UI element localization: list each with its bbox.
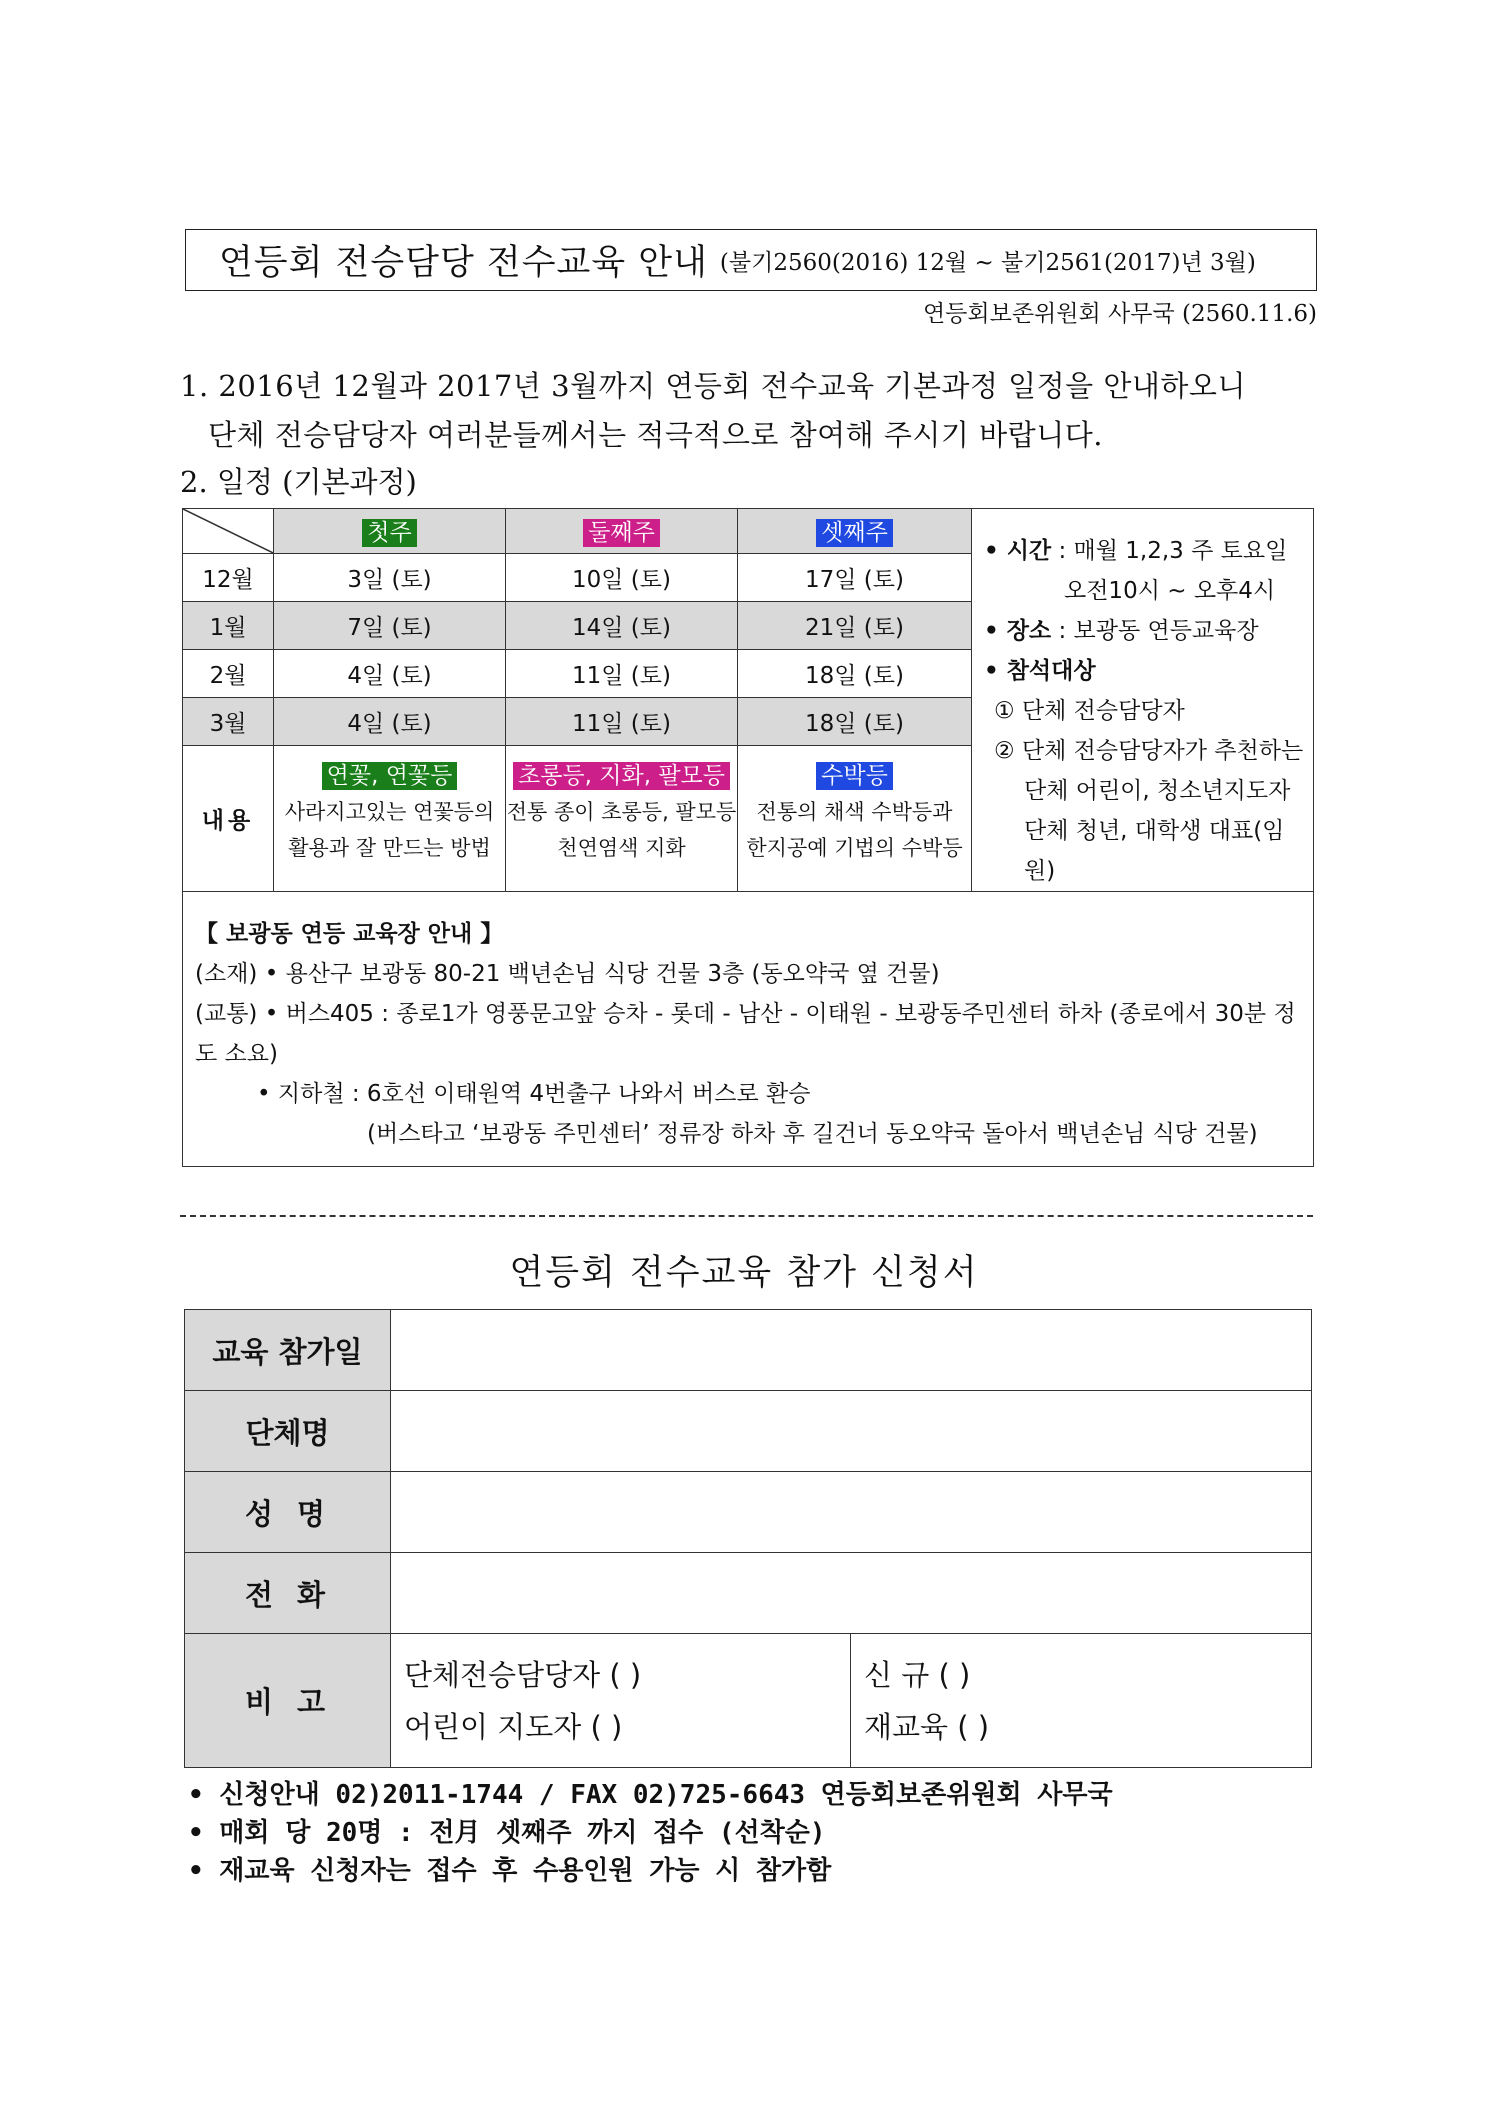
cut-line-divider: [180, 1215, 1313, 1217]
date-cell: 11일 (토): [506, 697, 738, 745]
date-cell: 7일 (토): [274, 601, 506, 649]
date-cell: 3일 (토): [274, 553, 506, 601]
content-desc: 한지공예 기법의 수박등: [746, 835, 963, 860]
schedule-info-cell: [972, 509, 1314, 892]
note-options-left: [391, 1634, 851, 1768]
place-label: • 장소: [984, 618, 1052, 644]
date-cell: 18일 (토): [738, 649, 972, 697]
time-value: : 매월 1,2,3 주 토요일: [1058, 538, 1288, 564]
field-input-phone[interactable]: [391, 1553, 1312, 1634]
week-tag: 셋째주: [816, 519, 893, 547]
date-cell: 21일 (토): [738, 601, 972, 649]
application-notes: [188, 1776, 1113, 1890]
week-header-3: [738, 509, 972, 554]
location-row: [183, 892, 1314, 1167]
date-cell: 17일 (토): [738, 553, 972, 601]
option-new[interactable]: 신 규 ( ): [864, 1657, 971, 1692]
place-value: : 보광동 연등교육장: [1058, 618, 1259, 644]
date-cell: 11일 (토): [506, 649, 738, 697]
location-address: (소재) • 용산구 보광동 80-21 백년손님 식당 건물 3층 (동오약국 옆 건물): [195, 961, 940, 987]
time-label: • 시간: [984, 538, 1052, 564]
target-label: • 참석대상: [984, 658, 1096, 684]
note-line: • 재교육 신청자는 접수 후 수용인원 가능 시 참가함: [188, 1856, 832, 1886]
note-line: • 신청안내 02)2011-1744 / FAX 02)725-6643 연등회보존위원회 사무국: [188, 1780, 1113, 1810]
option-group-manager[interactable]: 단체전승담당자 ( ): [404, 1657, 642, 1692]
content-cell-2: [506, 745, 738, 891]
location-bus: (교통) • 버스405 : 종로1가 영풍문고앞 승차 - 롯데 - 남산 - 이태원 - 보광동주민센터 하차 (종로에서 30분 정도 소요): [195, 1001, 1296, 1067]
target-1: ① 단체 전승담당자: [994, 698, 1185, 724]
note-options-right: [851, 1634, 1312, 1768]
target-2c: 단체 청년, 대학생 대표(임원): [1024, 818, 1285, 884]
page-subtitle: (불기2560(2016) 12월 ~ 불기2561(2017)년 3월): [719, 249, 1256, 276]
month-label: 1월: [183, 601, 274, 649]
field-input-name[interactable]: [391, 1472, 1312, 1553]
date-cell: 14일 (토): [506, 601, 738, 649]
location-title: 【 보광동 연등 교육장 안내 】: [195, 921, 504, 947]
date-cell: 4일 (토): [274, 649, 506, 697]
location-info: [183, 892, 1314, 1167]
content-desc: 활용과 잘 만드는 방법: [288, 835, 491, 860]
field-label-date: 교육 참가일: [185, 1310, 391, 1391]
field-label-phone: 전화: [185, 1553, 391, 1634]
week-header-2: [506, 509, 738, 554]
intro-line-1: 1. 2016년 12월과 2017년 3월까지 연등회 전수교육 기본과정 일정을 안내하오니: [180, 369, 1246, 403]
form-row: [185, 1634, 1312, 1768]
location-subway-note: (버스타고 ‘보광동 주민센터’ 정류장 하차 후 길건너 동오약국 돌아서 백년손님 식당 건물): [367, 1121, 1258, 1147]
content-tag: 수박등: [816, 762, 893, 790]
content-desc: 전통 종이 초롱등, 팔모등: [506, 799, 737, 824]
schedule-table: [182, 508, 1314, 1167]
intro-line-2: 단체 전승담당자 여러분들께서는 적극적으로 참여해 주시기 바랍니다.: [208, 418, 1103, 452]
form-row: [185, 1310, 1312, 1391]
target-2: ② 단체 전승담당자가 추천하는: [994, 738, 1304, 764]
content-tag: 연꽃, 연꽃등: [322, 762, 458, 790]
location-subway: • 지하철 : 6호선 이태원역 4번출구 나와서 버스로 환승: [257, 1081, 811, 1107]
application-form: [184, 1309, 1312, 1768]
week-tag: 둘째주: [583, 519, 660, 547]
week-tag: 첫주: [362, 519, 416, 547]
form-title: 연등회 전수교육 참가 신청서: [509, 1253, 979, 1293]
page-title: 연등회 전승담당 전수교육 안내: [219, 243, 708, 283]
field-input-date[interactable]: [391, 1310, 1312, 1391]
month-label: 3월: [183, 697, 274, 745]
form-row: [185, 1553, 1312, 1634]
content-desc: 전통의 채색 수박등과: [756, 799, 953, 824]
title-box: [185, 229, 1317, 291]
content-cell-3: [738, 745, 972, 891]
field-label-name: 성명: [185, 1472, 391, 1553]
schedule-heading: 2. 일정 (기본과정): [180, 465, 417, 499]
content-label: 내용: [183, 745, 274, 891]
content-tag: 초롱등, 지화, 팔모등: [513, 762, 730, 790]
month-label: 12월: [183, 553, 274, 601]
org-date: 연등회보존위원회 사무국 (2560.11.6): [922, 301, 1317, 327]
date-cell: 10일 (토): [506, 553, 738, 601]
field-label-note: 비고: [185, 1634, 391, 1768]
content-desc: 천연염색 지화: [557, 835, 686, 860]
content-desc: 사라지고있는 연꽃등의: [284, 799, 495, 824]
week-header-1: [274, 509, 506, 554]
intro-text: [180, 362, 1246, 460]
target-2b: 단체 어린이, 청소년지도자: [1024, 778, 1291, 804]
date-cell: 4일 (토): [274, 697, 506, 745]
diagonal-corner-cell: [183, 509, 274, 554]
field-label-group: 단체명: [185, 1391, 391, 1472]
content-cell-1: [274, 745, 506, 891]
month-label: 2월: [183, 649, 274, 697]
date-cell: 18일 (토): [738, 697, 972, 745]
option-youth-leader[interactable]: 어린이 지도자 ( ): [404, 1709, 623, 1744]
form-row: [185, 1472, 1312, 1553]
note-line: • 매회 당 20명 : 전月 셋째주 까지 접수 (선착순): [188, 1818, 826, 1848]
time-value-2: 오전10시 ~ 오후4시: [1064, 578, 1276, 604]
option-reeducation[interactable]: 재교육 ( ): [864, 1709, 990, 1744]
field-input-group[interactable]: [391, 1391, 1312, 1472]
form-row: [185, 1391, 1312, 1472]
